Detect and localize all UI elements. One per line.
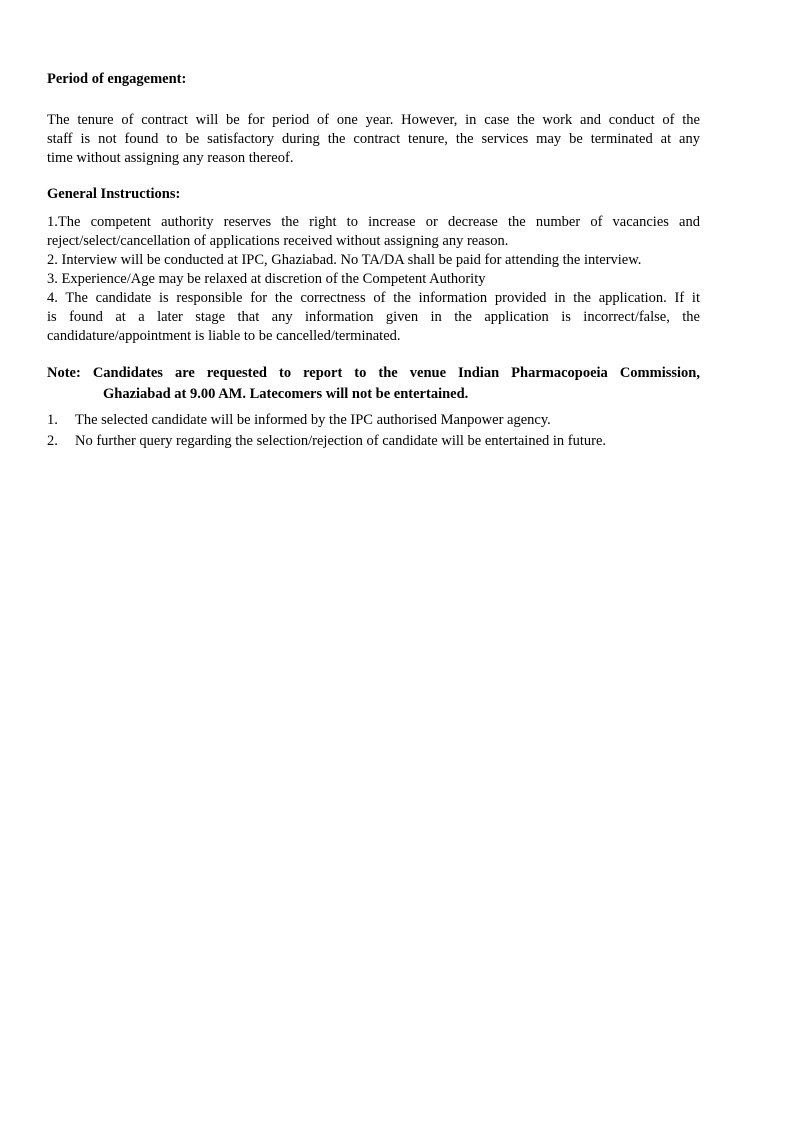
paragraph-period-of-engagement: [47, 111, 700, 168]
instruction-item-2: [47, 251, 700, 270]
list-item: [47, 431, 700, 452]
instruction-line: is found at a later stage that any information given in the application is incorrect/false, the: [47, 309, 700, 325]
list-item-number: 1.: [47, 412, 58, 428]
spacer: [47, 168, 700, 185]
instruction-item-4: [47, 289, 700, 346]
note-line: Ghaziabad at 9.00 AM. Latecomers will not be entertained.: [103, 386, 469, 402]
paragraph-line: The tenure of contract will be for period of one year. However, in case the work and conduct of the: [47, 112, 700, 128]
instruction-line: reject/select/cancellation of applications received without assigning any reason.: [47, 233, 509, 249]
instruction-line: 1.The competent authority reserves the right to increase or decrease the number of vacancies and: [47, 214, 700, 230]
list-item: [47, 410, 700, 431]
list-item-number: 2.: [47, 433, 58, 449]
section-heading-period-of-engagement: Period of engagement:: [47, 71, 187, 87]
final-numbered-list: [47, 410, 700, 452]
paragraph-line: time without assigning any reason thereof.: [47, 150, 294, 166]
instruction-line: 3. Experience/Age may be relaxed at discretion of the Competent Authority: [47, 271, 486, 287]
list-item-text: No further query regarding the selection/rejection of candidate will be entertained in future.: [75, 433, 607, 449]
instruction-item-1: [47, 213, 700, 251]
instruction-line: 4. The candidate is responsible for the correctness of the information provided in the application. If it: [47, 290, 700, 306]
spacer: [47, 204, 700, 213]
instruction-line: candidature/appointment is liable to be cancelled/terminated.: [47, 328, 401, 344]
note-line: Note: Candidates are requested to report to the venue Indian Pharmacopoeia Commission,: [47, 365, 700, 381]
note-block: [47, 363, 700, 405]
spacer: [47, 89, 700, 111]
spacer: [47, 346, 700, 363]
document-content: [47, 70, 700, 452]
section-heading-general-instructions: General Instructions:: [47, 186, 181, 202]
paragraph-line: staff is not found to be satisfactory during the contract tenure, the services may be terminated at any: [47, 131, 700, 147]
instruction-item-3: [47, 270, 700, 289]
instruction-line: 2. Interview will be conducted at IPC, Ghaziabad. No TA/DA shall be paid for attending the interview.: [47, 252, 642, 268]
list-item-text: The selected candidate will be informed by the IPC authorised Manpower agency.: [75, 412, 551, 428]
